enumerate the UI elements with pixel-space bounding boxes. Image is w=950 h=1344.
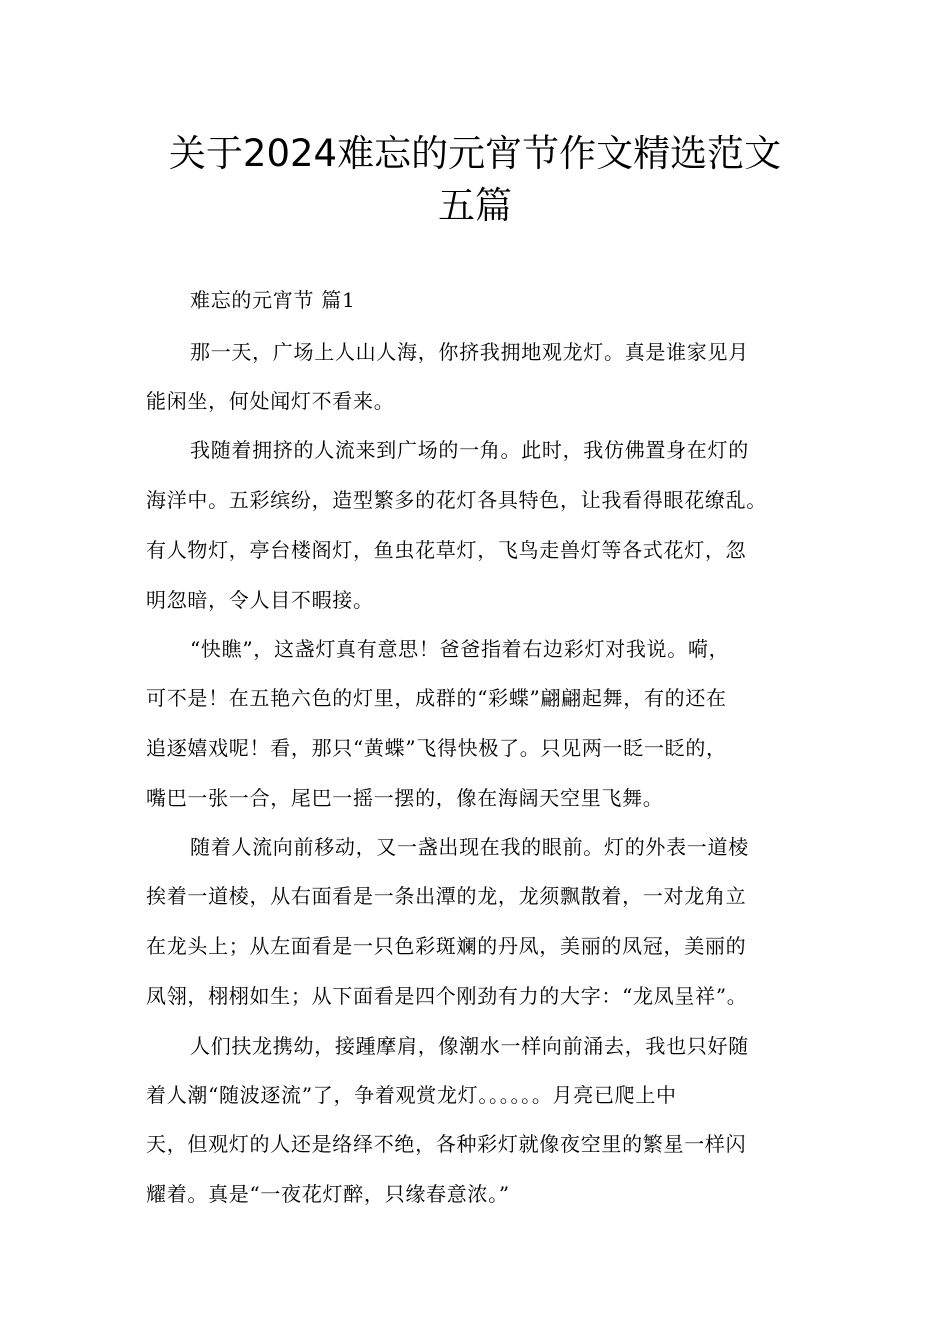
paragraph-line: 嘴巴一张一合，尾巴一摇一摆的，像在海阔天空里飞舞。: [146, 786, 664, 810]
paragraph-line: 那一天，广场上人山人海，你挤我拥地观龙灯。真是谁家见月: [190, 340, 749, 364]
document-title-line-1: 关于2024难忘的元宵节作文精选范文: [168, 132, 782, 175]
paragraph-line: 能闲坐，何处闻灯不看来。: [146, 389, 395, 413]
paragraph-line: 随着人流向前移动，又一盏出现在我的眼前。灯的外表一道棱: [190, 835, 749, 859]
section-heading: 难忘的元宵节 篇1: [190, 288, 356, 312]
paragraph-line: 有人物灯，亭台楼阁灯，鱼虫花草灯，飞鸟走兽灯等各式花灯，忽: [146, 538, 747, 562]
paragraph-line: 海洋中。五彩缤纷，造型繁多的花灯各具特色，让我看得眼花缭乱。: [146, 488, 767, 512]
paragraph-line: 挨着一道棱，从右面看是一条出潭的龙，龙须飘散着，一对龙角立: [146, 884, 747, 908]
paragraph-line: 追逐嬉戏呢！看，那只“黄蝶”飞得快极了。只见两一眨一眨的，: [146, 736, 727, 760]
paragraph-line: 天，但观灯的人还是络绎不绝，各种彩灯就像夜空里的繁星一样闪: [146, 1132, 747, 1156]
paragraph-line: 耀着。真是“一夜花灯醉，只缘春意浓。”: [146, 1182, 510, 1206]
paragraph-line: 我随着拥挤的人流来到广场的一角。此时，我仿佛置身在灯的: [190, 438, 749, 462]
paragraph-line: 凤翎，栩栩如生；从下面看是四个刚劲有力的大字：“龙凤呈祥”。: [146, 984, 748, 1008]
paragraph-line: 在龙头上；从左面看是一只色彩斑斓的丹凤，美丽的凤冠，美丽的: [146, 934, 747, 958]
paragraph-line: “快瞧”，这盏灯真有意思！爸爸指着右边彩灯对我说。嗬，: [190, 637, 730, 661]
paragraph-line: 可不是！在五艳六色的灯里，成群的“彩蝶”翩翩起舞，有的还在: [146, 686, 727, 710]
document-title-line-2: 五篇: [438, 184, 512, 227]
paragraph-line: 着人潮“随波逐流”了，争着观赏龙灯。。。。。。月亮已爬上中: [146, 1083, 677, 1107]
paragraph-line: 明忽暗，令人目不暇接。: [146, 588, 374, 612]
paragraph-line: 人们扶龙携幼，接踵摩肩，像潮水一样向前涌去，我也只好随: [190, 1034, 749, 1058]
